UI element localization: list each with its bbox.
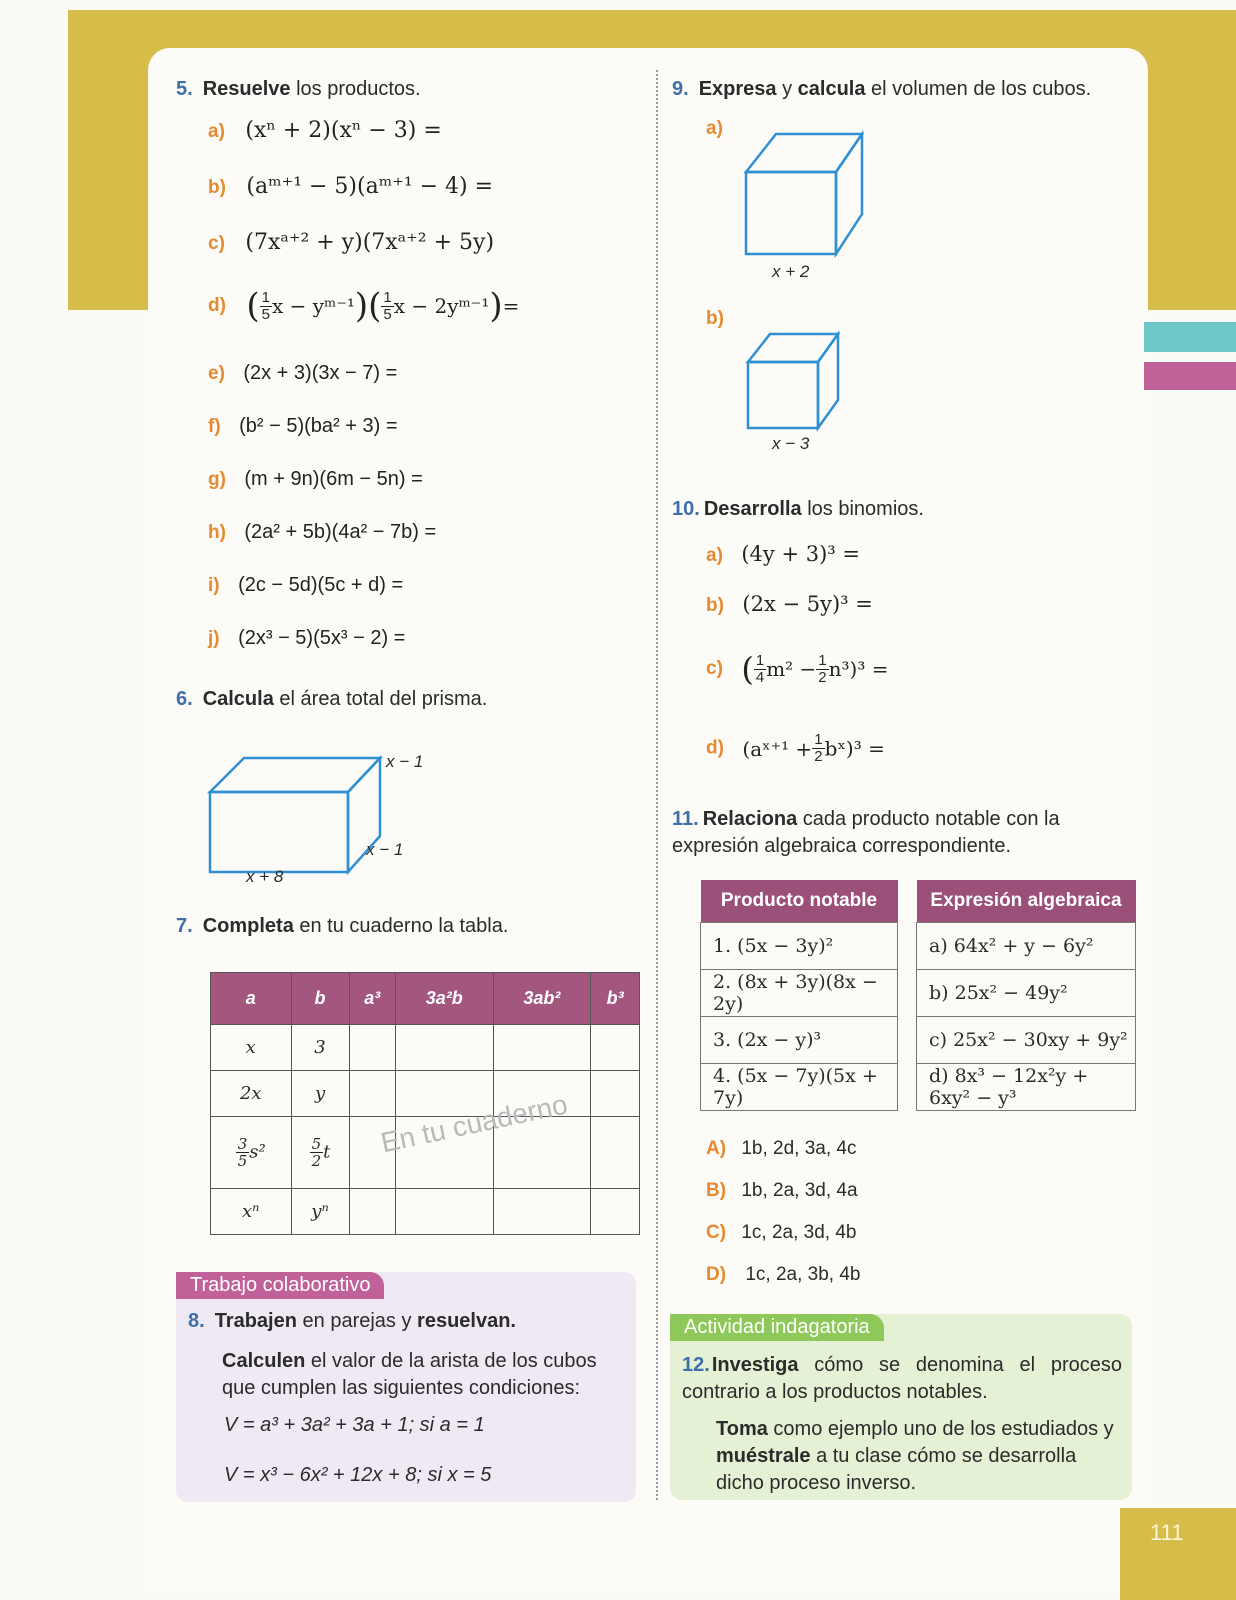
q10-rest: los binomios.	[807, 498, 924, 520]
table-header: a³	[349, 973, 395, 1025]
prism-front-face	[210, 792, 348, 872]
item-expression: (2x − 5y)³ =	[742, 592, 873, 616]
tail: )³ =	[849, 657, 889, 681]
q10-item-d	[706, 732, 885, 765]
q5-item-b	[208, 174, 493, 199]
q9-verb: Expresa	[698, 78, 777, 100]
teal-tab	[1144, 322, 1236, 352]
prism-label-top: x − 1	[386, 752, 424, 771]
item-expression: (2x³ − 5)(5x³ − 2) =	[238, 627, 406, 649]
q9-heading	[672, 76, 1091, 103]
column-divider	[656, 70, 658, 1500]
q12-p-mid: como ejemplo uno de los estudiados y	[773, 1418, 1114, 1440]
table-cell: 3	[291, 1025, 349, 1071]
q12-p-verb2: muéstrale	[716, 1445, 811, 1467]
term: m² −	[766, 657, 817, 681]
q8-heading	[188, 1308, 516, 1335]
q5-item-j	[208, 627, 405, 650]
q9-mid: y	[782, 78, 793, 100]
option-letter: A)	[706, 1138, 727, 1159]
q8-equation-1: V = a³ + 3a² + 3a + 1; si a = 1	[224, 1414, 485, 1436]
option-c	[706, 1222, 857, 1244]
q11-number: 11.	[672, 808, 699, 830]
q5-item-a	[208, 118, 442, 143]
q10-item-a	[706, 542, 860, 567]
table-header: 3ab²	[493, 973, 591, 1025]
table-header: Expresión algebraica	[917, 880, 1136, 923]
option-letter: B)	[706, 1180, 727, 1201]
table-header: a	[211, 973, 292, 1025]
table-header-row	[211, 973, 640, 1025]
q8-paragraph	[222, 1348, 632, 1402]
option-letter: D)	[706, 1264, 727, 1285]
item-letter: b)	[706, 595, 724, 616]
table-cell: yⁿ	[291, 1189, 349, 1235]
q12-rest: cómo se denomina el proceso contrario a los productos notables.	[682, 1354, 1122, 1403]
q10-item-b	[706, 592, 873, 617]
option-b	[706, 1180, 858, 1202]
q10-heading	[672, 496, 924, 523]
table-row	[211, 1189, 640, 1235]
q8-p-rest: el valor de la arista de los cubos que cumplen las siguientes condiciones:	[222, 1350, 597, 1399]
q12-heading	[682, 1352, 1122, 1406]
collab-tag: Trabajo colaborativo	[176, 1272, 384, 1299]
products-table	[700, 880, 898, 1111]
q12-p-verb: Toma	[716, 1418, 768, 1440]
q12-p-rest: a tu clase cómo se desarrolla dicho proceso inverso.	[716, 1445, 1077, 1494]
cube-table	[210, 972, 640, 1235]
item-expression: (b² − 5)(ba² + 3) =	[239, 415, 398, 437]
q6-number: 6.	[176, 688, 193, 710]
watermark: En tu cuaderno	[378, 1088, 571, 1159]
term: bˣ)³ =	[824, 736, 885, 761]
item-letter: a)	[208, 121, 225, 142]
table-header: b³	[591, 973, 640, 1025]
item-letter: f)	[208, 416, 221, 437]
q5-rest: los productos.	[296, 78, 421, 100]
item-letter: c)	[208, 233, 225, 254]
q5-heading	[176, 76, 421, 103]
fraction: $\frac{1}{5}$	[383, 288, 392, 323]
table-cell: d) 8x³ − 12x²y + 6xy² − y³	[917, 1064, 1136, 1111]
table-cell: xⁿ	[211, 1189, 292, 1235]
q8-number: 8.	[188, 1310, 205, 1332]
table-cell: 3. (2x − y)³	[701, 1017, 898, 1064]
table-cell-empty	[395, 1189, 493, 1235]
q9-verb2: calcula	[797, 78, 866, 100]
table-cell-empty	[591, 1189, 640, 1235]
table-cell-empty	[395, 1025, 493, 1071]
paren-open: (	[246, 286, 260, 326]
table-cell: 2x	[211, 1071, 292, 1117]
item-letter: d)	[208, 295, 226, 316]
option-a	[706, 1138, 857, 1160]
item-letter: c)	[706, 658, 723, 679]
cube-side-face	[818, 334, 838, 428]
q12-paragraph	[716, 1416, 1122, 1497]
cube-a-label: x + 2	[772, 262, 810, 281]
equals: =	[502, 294, 520, 318]
q5-item-f	[208, 415, 398, 438]
q8-verb2: resuelvan.	[417, 1310, 516, 1332]
table-cell: $\frac{5}{2}$ t	[291, 1117, 349, 1189]
prism-label-bottom: x + 8	[246, 867, 284, 886]
q12-number: 12.	[682, 1354, 710, 1376]
q12-verb: Investiga	[711, 1354, 799, 1376]
q7-verb: Completa	[202, 915, 294, 937]
option-text: 1c, 2a, 3b, 4b	[745, 1264, 861, 1285]
q5-verb: Resuelve	[202, 78, 291, 100]
item-letter: b)	[208, 177, 226, 198]
table-cell: a) 64x² + y − 6y²	[917, 923, 1136, 970]
item-letter: e)	[208, 363, 225, 384]
q5-item-i	[208, 574, 403, 597]
table-cell: x	[211, 1025, 292, 1071]
right-color-band	[1148, 10, 1236, 310]
item-expression: (7xᵃ⁺² + y)(7xᵃ⁺² + 5y)	[245, 230, 495, 255]
q6-heading	[176, 686, 487, 713]
fraction: $\frac{1}{2}$	[814, 731, 823, 765]
item-letter: d)	[706, 737, 724, 759]
table-row	[211, 1025, 640, 1071]
term: n³	[828, 657, 850, 681]
q11-verb: Relaciona	[702, 808, 798, 830]
option-d	[706, 1264, 861, 1286]
table-cell: $\frac{3}{5}$ s²	[211, 1117, 292, 1189]
item-letter: i)	[208, 575, 220, 596]
investigation-tag: Actividad indagatoria	[670, 1314, 884, 1341]
cube-side-face	[836, 134, 862, 254]
table-cell: c) 25x² − 30xy + 9y²	[917, 1017, 1136, 1064]
option-text: 1b, 2a, 3d, 4a	[741, 1180, 858, 1201]
prism-label-right: x − 1	[366, 840, 404, 859]
item-expression: (2c − 5d)(5c + d) =	[238, 574, 404, 596]
table-cell-empty	[349, 1025, 395, 1071]
q5-item-d: d) ( $\frac{1}{5}$ x − yᵐ⁻¹)( $\frac{1}{5}$ x − 2yᵐ⁻¹)=	[208, 286, 520, 326]
q11-heading	[672, 806, 1136, 860]
q9-rest: el volumen de los cubos.	[871, 78, 1092, 100]
table-cell: 2. (8x + 3y)(8x − 2y)	[701, 970, 898, 1017]
item-expression: (m + 9n)(6m − 5n) =	[244, 468, 423, 490]
q9-letter-b: b)	[706, 308, 724, 329]
option-text: 1c, 2a, 3d, 4b	[741, 1222, 857, 1243]
item-expression: x − 2yᵐ⁻¹	[393, 294, 490, 318]
table-header: b	[291, 973, 349, 1025]
q5-item-c	[208, 230, 494, 255]
table-cell: y	[291, 1071, 349, 1117]
q7-number: 7.	[176, 915, 193, 937]
table-cell-empty	[349, 1189, 395, 1235]
fraction: $\frac{1}{2}$	[818, 651, 827, 686]
table-cell: 4. (5x − 7y)(5x + 7y)	[701, 1064, 898, 1111]
table-header: 3a²b	[395, 973, 493, 1025]
cube-top-face	[748, 334, 838, 362]
item-expression: (xⁿ + 2)(xⁿ − 3) =	[245, 118, 442, 143]
q7-rest: en tu cuaderno la tabla.	[299, 915, 509, 937]
q7-heading	[176, 913, 508, 940]
item-letter: h)	[208, 522, 226, 543]
fraction: $\frac{1}{5}$	[261, 288, 270, 323]
q5-item-g	[208, 468, 423, 491]
table-row	[211, 1071, 640, 1117]
item-letter: a)	[706, 545, 723, 566]
q11-rest: cada producto notable con la expresión algebraica correspondiente.	[672, 808, 1060, 857]
cube-top-face	[746, 134, 862, 172]
option-letter: C)	[706, 1222, 727, 1243]
term: (aˣ⁺¹ +	[742, 736, 813, 761]
q5-item-e	[208, 362, 397, 385]
q8-equation-2: V = x³ − 6x² + 12x + 8; si x = 5	[224, 1464, 492, 1486]
q8-p-verb: Calculen	[222, 1350, 306, 1372]
q10-number: 10.	[672, 498, 700, 520]
cube-figure-a	[740, 128, 870, 258]
q10-verb: Desarrolla	[703, 498, 802, 520]
cube-figure-b	[742, 330, 844, 432]
q5-item-h	[208, 521, 436, 544]
table-header: Producto notable	[701, 880, 898, 923]
table-cell-empty	[591, 1071, 640, 1117]
table-cell-empty	[591, 1117, 640, 1189]
page-number: 111	[1150, 1520, 1184, 1545]
magenta-tab	[1144, 362, 1236, 390]
cube-front-face	[746, 172, 836, 254]
table-cell-empty	[591, 1025, 640, 1071]
q9-letter-a: a)	[706, 118, 723, 139]
item-expression: (aᵐ⁺¹ − 5)(aᵐ⁺¹ − 4) =	[246, 174, 494, 199]
q5-number: 5.	[176, 78, 193, 100]
item-expression: (4y + 3)³ =	[741, 542, 860, 566]
item-expression: x − yᵐ⁻¹	[272, 294, 355, 318]
item-expression: (2x + 3)(3x − 7) =	[243, 362, 398, 384]
table-cell-empty	[493, 1189, 591, 1235]
table-cell-empty	[349, 1071, 395, 1117]
table-cell: b) 25x² − 49y²	[917, 970, 1136, 1017]
q10-item-c: c) ( $\frac{1}{4}$ m² − $\frac{1}{2}$ n³)³ =	[706, 650, 889, 688]
q6-verb: Calcula	[202, 688, 274, 710]
cube-b-label: x − 3	[772, 434, 810, 453]
cube-front-face	[748, 362, 818, 428]
table-cell: 1. (5x − 3y)²	[701, 923, 898, 970]
expressions-table	[916, 880, 1136, 1111]
item-letter: j)	[208, 628, 220, 649]
q8-mid: en parejas y	[302, 1310, 412, 1332]
table-cell-empty	[493, 1025, 591, 1071]
q9-number: 9.	[672, 78, 689, 100]
fraction: $\frac{1}{4}$	[755, 651, 765, 686]
item-letter: g)	[208, 469, 226, 490]
q8-verb: Trabajen	[214, 1310, 297, 1332]
option-text: 1b, 2d, 3a, 4c	[741, 1138, 857, 1159]
q6-rest: el área total del prisma.	[279, 688, 488, 710]
item-expression: (2a² + 5b)(4a² − 7b) =	[244, 521, 437, 543]
